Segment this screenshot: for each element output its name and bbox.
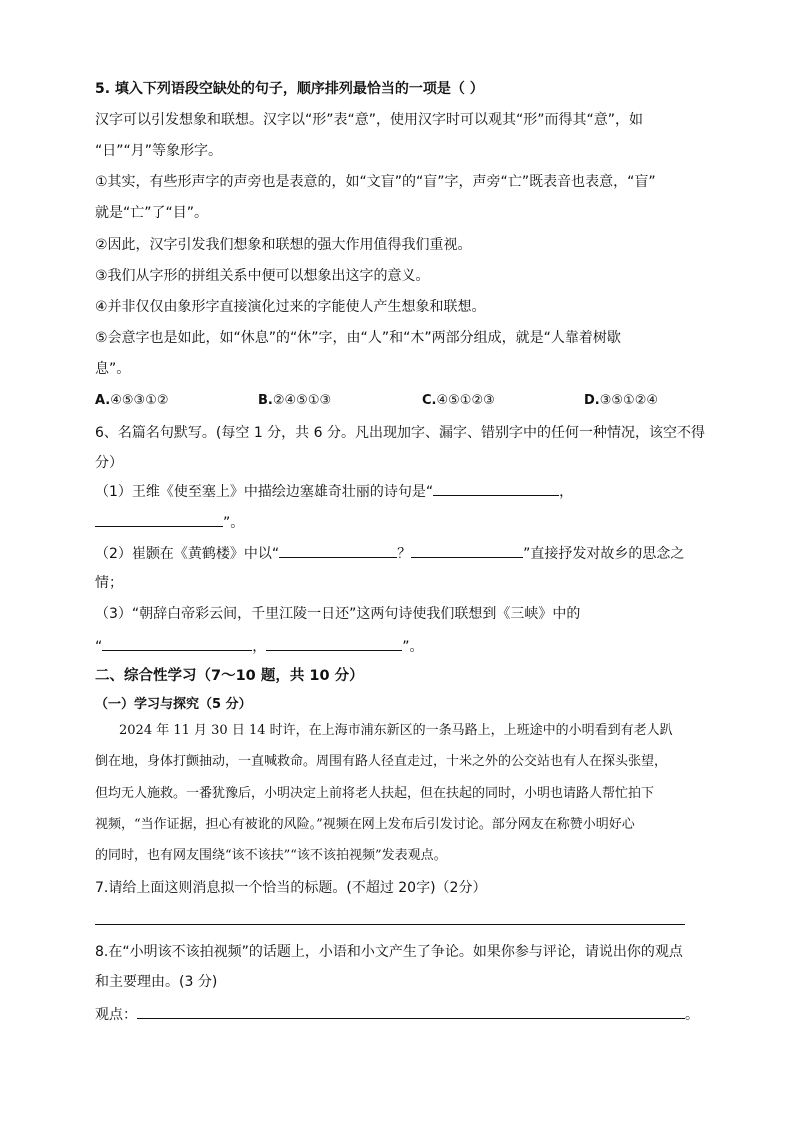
q5-option-a[interactable] — [95, 392, 169, 410]
passage-line: 但均无人施救。一番犹豫后，小明决定上前将老人扶起，但在扶起的同时，小明也请路人帮忙拍下 — [95, 786, 655, 801]
q7-stem: 7.请给上面这则消息拟一个恰当的标题。(不超过 20字)（2分） — [95, 880, 487, 896]
option-letter: A. — [95, 393, 111, 408]
q6-part-3-comma: ， — [252, 639, 267, 655]
q5-sentence-5a: ⑤会意字也是如此，如“休息”的“休”字，由“人”和“木”两部分组成，就是“人靠着树歇 — [95, 330, 621, 346]
q8-stem-a: 8.在“小明该不该拍视频”的话题上，小语和小文产生了争论。如果你参与评论，请说出你的观点 — [95, 944, 683, 960]
q6-part-2-end: ”直接抒发对故乡的思念之 — [523, 546, 685, 562]
q5-intro-line-1: 汉字可以引发想象和联想。汉字以“形”表“意”，使用汉字时可以观其“形”而得其“意”，如 — [95, 112, 644, 128]
q5-sentence-4: ④并非仅仅由象形字直接演化过来的字能使人产生想象和联想。 — [95, 299, 486, 315]
q6-part-3-open-quote: “ — [95, 639, 103, 655]
q6-blank-2[interactable] — [95, 512, 223, 527]
q8-stem-b: 和主要理由。(3 分) — [95, 974, 218, 990]
q6-part-3-line-1: （3）“朝辞白帝彩云间，千里江陵一日还”这两句诗使我们联想到《三峡》中的 — [95, 606, 581, 622]
q8-viewpoint-label: 观点： — [95, 1007, 137, 1023]
passage-line: 的同时，也有网友围绕“该不该扶”“该不该拍视频”发表观点。 — [95, 848, 447, 863]
q5-intro-line-2: “日”“月”等象形字。 — [95, 143, 223, 159]
q6-part-2-text: （2）崔颢在《黄鹤楼》中以“ — [95, 546, 280, 562]
q6-part-3-end: ”。 — [402, 639, 424, 655]
q6-blank-4[interactable] — [411, 543, 523, 558]
q6-stem-b: 分） — [95, 455, 123, 471]
q6-part-1-comma: ， — [559, 484, 574, 500]
q5-sentence-1a: ①其实，有些形声字的声旁也是表意的，如“文盲”的“盲”字，声旁“亡”既表音也表意，“盲” — [95, 174, 656, 190]
q8-viewpoint-end: 。 — [685, 1007, 699, 1023]
q6-part-1-end: ”。 — [223, 515, 245, 531]
section-2-title: 二、综合性学习（7～10 题，共 10 分） — [95, 668, 364, 684]
q6-part-1-line-2 — [95, 512, 244, 532]
q6-part-3-line-2 — [95, 636, 424, 656]
option-text: ④⑤①②③ — [436, 393, 495, 408]
passage-line: 倒在地，身体打颤抽动，一直喊救命。周围有路人径直走过，十米之外的公交站也有人在探头张望， — [95, 754, 668, 769]
q6-part-1-line-1 — [95, 481, 573, 501]
q5-option-d[interactable] — [584, 392, 658, 410]
q6-blank-3[interactable] — [279, 543, 397, 558]
q5-sentence-3: ③我们从字形的拼组关系中便可以想象出这字的意义。 — [95, 268, 430, 284]
option-letter: C. — [422, 393, 437, 408]
q5-sentence-1b: 就是“亡”了“目”。 — [95, 205, 209, 221]
q6-part-2-question-mark: ？ — [397, 546, 412, 562]
option-text: ④⑤③①② — [110, 393, 169, 408]
option-letter: D. — [584, 393, 600, 408]
option-letter: B. — [258, 393, 273, 408]
passage-line: 视频，“当作证据，担心有被讹的风险。”视频在网上发布后引发讨论。部分网友在称赞小明好心 — [95, 817, 635, 832]
q8-viewpoint-blank[interactable] — [137, 1004, 685, 1019]
q6-stem-a: 6、名篇名句默写。(每空 1 分，共 6 分。凡出现加字、漏字、错别字中的任何一种情况，该空不得 — [95, 425, 705, 441]
q6-blank-6[interactable] — [266, 636, 402, 651]
passage-line: 2024 年 11 月 30 日 14 时许，在上海市浦东新区的一条马路上，上班途中的小明看到有老人趴 — [119, 723, 673, 738]
q6-part-2-line-1 — [95, 543, 684, 563]
q6-part-1-text: （1）王维《使至塞上》中描绘边塞雄奇壮丽的诗句是“ — [95, 484, 434, 500]
q5-stem: 5. 填入下列语段空缺处的句子，顺序排列最恰当的一项是（ ） — [95, 81, 484, 97]
section-2-subtitle: （一）学习与探究（5 分） — [95, 697, 252, 712]
q6-part-2-line-2: 情； — [95, 575, 123, 591]
q6-blank-5[interactable] — [102, 636, 252, 651]
q6-blank-1[interactable] — [433, 481, 559, 496]
q5-option-b[interactable] — [258, 392, 331, 410]
q8-viewpoint-line — [95, 1004, 699, 1024]
q5-option-c[interactable] — [422, 392, 495, 410]
q5-sentence-2: ②因此，汉字引发我们想象和联想的强大作用值得我们重视。 — [95, 237, 472, 253]
option-text: ②④⑤①③ — [272, 393, 332, 408]
q5-sentence-5b: 息”。 — [95, 361, 131, 377]
q7-answer-line[interactable] — [95, 924, 685, 925]
option-text: ③⑤①②④ — [599, 393, 659, 408]
